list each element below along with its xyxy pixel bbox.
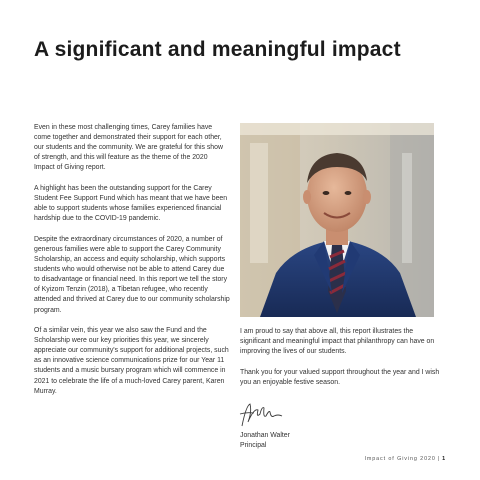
left-paragraph-3: Despite the extraordinary circumstances of 2020, a number of generous families were able to support the Carey Community Scholarship, an access and equity scholarship, which supports students who would otherwise not be able to attend Carey due to disadvantage or financial need. In this report we tell the story of Kyizom Tenzin (2018), a Tibetan refugee, who recently attended and thrived at Carey due to our community scholarship program. (34, 235, 230, 314)
left-paragraph-2: A highlight has been the outstanding support for the Carey Student Fee Support Fund which has meant that we have been able to support students whose families experienced financial hardship due to the COVID-19 pandemic. (34, 184, 228, 223)
principal-portrait-image (240, 123, 434, 317)
page-title: A significant and meaningful impact (34, 38, 401, 61)
page-number: 1 (442, 456, 446, 462)
right-paragraph-1: I am proud to say that above all, this report illustrates the significant and meaningful impact that philanthropy can have on improving the lives of our students. (240, 328, 435, 356)
footer-label: Impact of Giving 2020 (364, 456, 436, 462)
footer-separator: | (437, 456, 441, 462)
page-footer (364, 456, 446, 462)
right-column (240, 327, 440, 398)
left-paragraph-1: Even in these most challenging times, Carey families have come together and demonstrated their support for each other, our students and the community. We are grateful for this show of strength, and this will feature as the theme of the 2020 Impact of Giving report. (34, 124, 223, 172)
principal-photo (240, 123, 434, 317)
left-column (34, 123, 230, 407)
signature-icon (236, 400, 288, 430)
signatory-name: Jonathan Walter (240, 432, 290, 439)
right-paragraph-2: Thank you for your valued support throughout the year and I wish you an enjoyable festive season. (240, 368, 440, 386)
signatory-role: Principal (240, 442, 267, 449)
left-paragraph-4: Of a similar vein, this year we also saw the Fund and the Scholarship were our key priorities this year, we sincerely appreciate our community's support for additional projects, such as an innovative science communications prize for our Year 11 students and a music bursary program which will commence in 2021 to celebrate the life of a much-loved Carey parent, Karen Murray. (34, 327, 229, 395)
